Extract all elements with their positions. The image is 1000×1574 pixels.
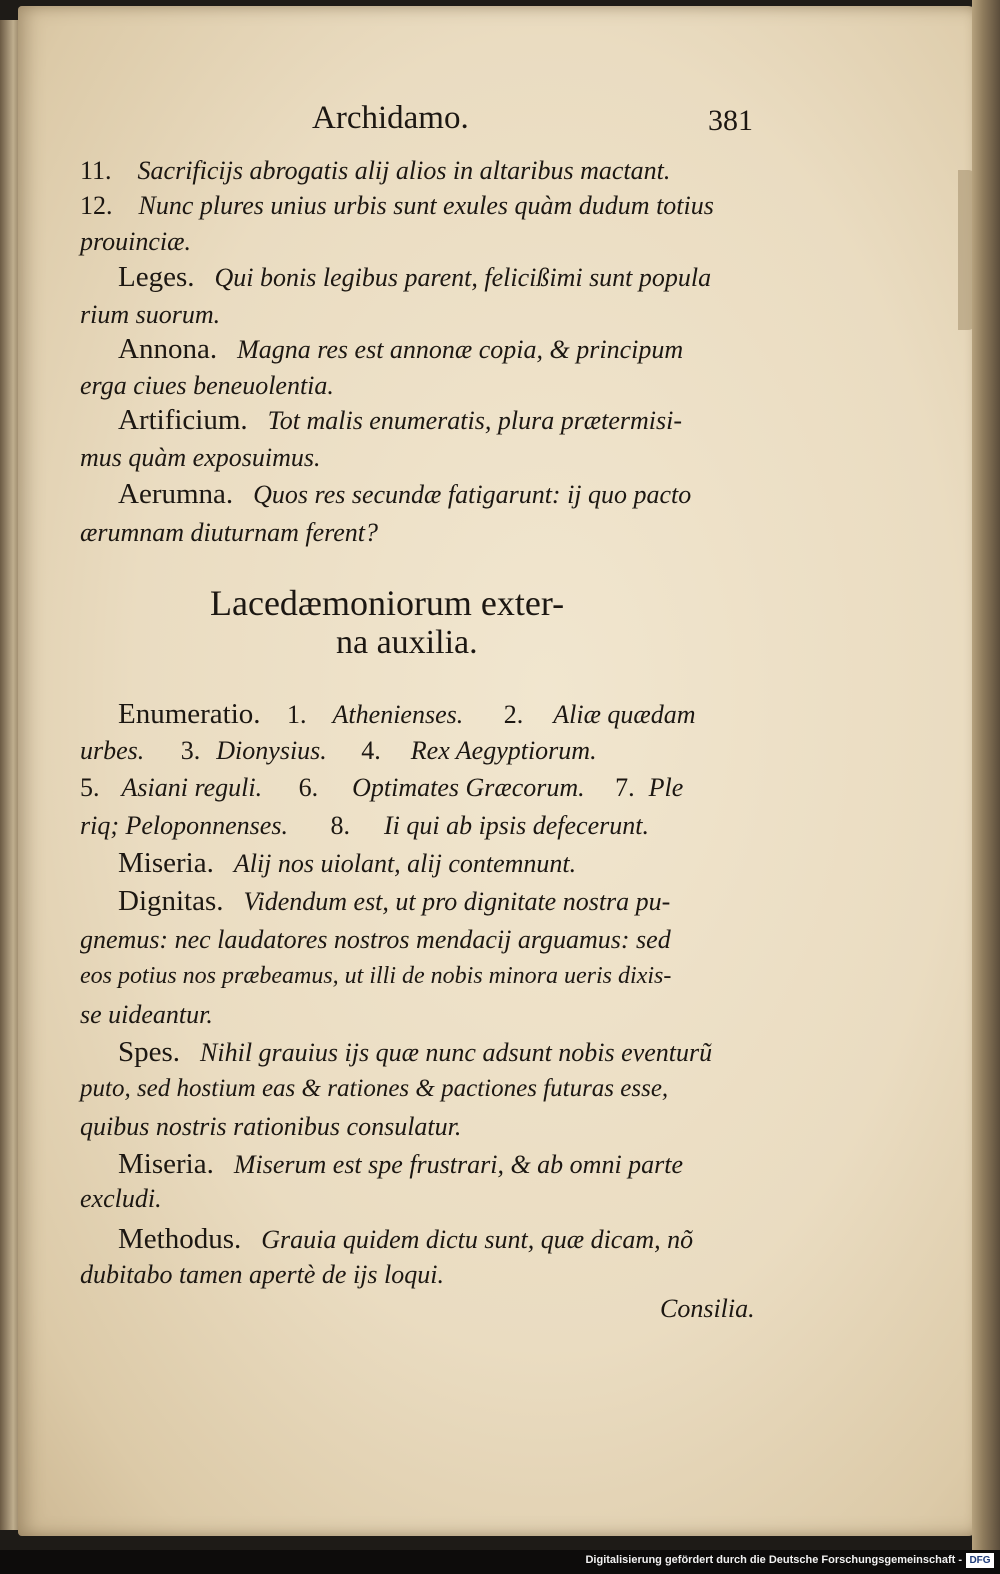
- entry-number: 11.: [80, 156, 112, 185]
- keyword-miseria: Miseria.: [118, 847, 214, 879]
- keyword-spes: Spes.: [118, 1036, 181, 1068]
- list-item: Asiani reguli.: [121, 773, 263, 802]
- entry-text: Miserum est spe frustrari, & ab omni parte: [233, 1150, 684, 1179]
- catchword: Consilia.: [660, 1294, 755, 1323]
- entry-11: [80, 158, 670, 184]
- keyword-artificium: Artificium.: [118, 404, 248, 436]
- entry-12-cont: prouinciæ.: [80, 227, 191, 256]
- entry-miseria-2: [118, 1150, 683, 1179]
- right-page-edge: [972, 0, 1000, 1550]
- entry-text: Magna res est annonæ copia, & principum: [237, 335, 684, 364]
- entry-annona-cont: erga ciues beneuolentia.: [80, 371, 334, 400]
- keyword-aerumna: Aerumna.: [118, 478, 234, 510]
- list-item: Optimates Græcorum.: [352, 773, 585, 802]
- entry-aerumna: [118, 480, 691, 509]
- running-head: Archidamo.: [312, 100, 469, 136]
- entry-artificium: [118, 406, 682, 435]
- list-number: 7.: [615, 773, 635, 802]
- entry-dignitas-cont-2: eos potius nos præbeamus, ut illi de nobis minora ueris dixis-: [80, 963, 672, 989]
- funding-notice: Digitalisierung gefördert durch die Deutsche Forschungsgemeinschaft -: [585, 1554, 962, 1566]
- entry-spes: [118, 1038, 712, 1067]
- entry-text: Grauia quidem dictu sunt, quæ dicam, nõ: [261, 1225, 694, 1254]
- keyword-dignitas: Dignitas.: [118, 885, 224, 917]
- entry-spes-cont-1: puto, sed hostium eas & rationes & pactiones futuras esse,: [80, 1075, 669, 1102]
- entry-leges-cont: rium suorum.: [80, 300, 221, 329]
- enumeratio-line3: [80, 775, 683, 801]
- keyword-miseria: Miseria.: [118, 1148, 214, 1180]
- entry-text: Qui bonis legibus parent, felicißimi sunt popula: [214, 263, 712, 292]
- entry-text: Videndum est, ut pro dignitate nostra pu-: [243, 887, 671, 916]
- dfg-logo: DFG: [966, 1553, 994, 1568]
- enumeratio-line4: [80, 813, 649, 839]
- entry-dignitas: [118, 887, 670, 916]
- keyword-methodus: Methodus.: [118, 1223, 242, 1255]
- entry-text: Sacrificijs abrogatis alij alios in altaribus mactant.: [137, 156, 671, 185]
- entry-artificium-cont: mus quàm exposuimus.: [80, 443, 321, 472]
- entry-number: 12.: [80, 191, 113, 220]
- entry-spes-cont-2: quibus nostris rationibus consulatur.: [80, 1112, 462, 1141]
- list-item: Aliæ quædam: [553, 700, 696, 729]
- entry-leges: [118, 263, 711, 292]
- list-item: Athenienses.: [332, 700, 464, 729]
- entry-methodus-cont: dubitabo tamen apertè de ijs loqui.: [80, 1260, 444, 1289]
- list-item: Ple: [648, 773, 684, 802]
- list-number: 6.: [298, 773, 319, 802]
- list-item: Dionysius.: [216, 736, 327, 765]
- keyword-annona: Annona.: [118, 333, 218, 365]
- list-number: 4.: [361, 736, 381, 765]
- list-item: Ii qui ab ipsis defecerunt.: [383, 811, 649, 840]
- entry-miseria-2-cont: excludi.: [80, 1184, 162, 1213]
- entry-enumeratio: [118, 700, 696, 729]
- list-item: riq; Peloponnenses.: [80, 811, 288, 840]
- keyword-enumeratio: Enumeratio.: [118, 698, 261, 730]
- keyword-leges: Leges.: [118, 261, 195, 293]
- entry-aerumna-cont: ærumnam diuturnam ferent?: [80, 518, 379, 547]
- list-number: 8.: [330, 811, 350, 840]
- entry-text: Alij nos uiolant, alij contemnunt.: [233, 849, 577, 878]
- list-number: 2.: [503, 700, 524, 729]
- entry-annona: [118, 335, 683, 364]
- enumeratio-line2: [80, 738, 597, 764]
- section-heading-line2: na auxilia.: [336, 624, 478, 661]
- section-heading-line1: Lacedæmoniorum exter-: [210, 583, 565, 623]
- entry-dignitas-cont-3: se uideantur.: [80, 1000, 213, 1029]
- list-item: Rex Aegyptiorum.: [410, 736, 597, 765]
- entry-miseria-1: [118, 849, 576, 878]
- entry-text: Nihil grauius ijs quæ nunc adsunt nobis eventurũ: [200, 1038, 713, 1067]
- list-number: 1.: [287, 700, 307, 729]
- list-number: 5.: [80, 773, 100, 802]
- list-number: 3.: [180, 736, 201, 765]
- page-number: 381: [708, 104, 753, 137]
- entry-12: [80, 193, 714, 219]
- entry-text: Tot malis enumeratis, plura prætermisi-: [267, 406, 683, 435]
- entry-text: Nunc plures unius urbis sunt exules quàm dudum totius: [138, 191, 714, 220]
- entry-methodus: [118, 1225, 693, 1254]
- list-item: urbes.: [80, 736, 145, 765]
- entry-text: Quos res secundæ fatigarunt: ij quo pacto: [253, 480, 692, 509]
- entry-dignitas-cont-1: gnemus: nec laudatores nostros mendacij arguamus: sed: [80, 925, 671, 954]
